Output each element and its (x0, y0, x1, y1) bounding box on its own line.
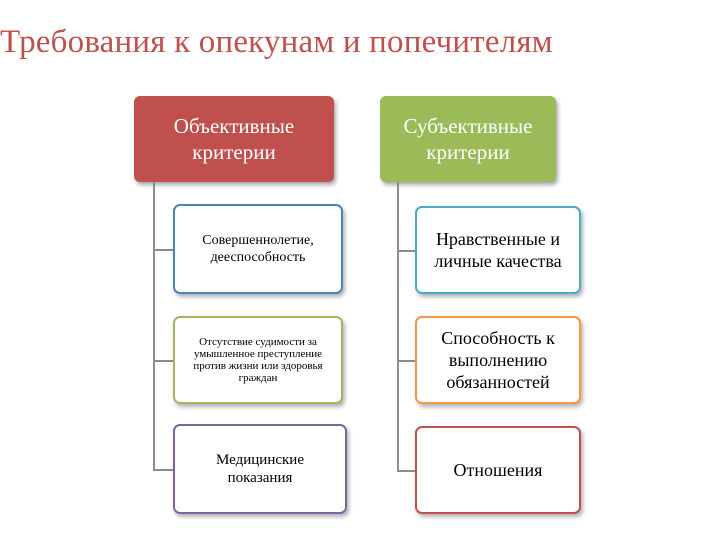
right-connector-vertical (397, 182, 399, 471)
criterion-box-relations (415, 426, 581, 514)
right-connector-branch-2 (397, 360, 415, 362)
page-title: Требования к опекунам и попечителям (0, 24, 553, 60)
criterion-box-moral-qualities (415, 206, 581, 294)
criterion-label: Отсутствие судимости за умышленное преступление против жизни или здоровья граждан (193, 336, 323, 384)
criterion-label: Способность к выполнению обязанностей (441, 328, 555, 392)
subjective-criteria-header (380, 96, 556, 182)
right-connector-branch-3 (397, 470, 415, 472)
criterion-label: Совершеннолетие, дееспособность (202, 233, 314, 265)
criterion-box-ability (415, 316, 581, 404)
criterion-label: Нравственные и личные качества (434, 229, 562, 271)
left-connector-branch-3 (153, 469, 173, 471)
criterion-box-adulthood (173, 204, 343, 294)
criterion-label: Медицинские показания (216, 452, 304, 486)
criterion-box-medical (173, 424, 347, 514)
objective-criteria-header (134, 96, 334, 182)
left-connector-vertical (153, 182, 155, 470)
subjective-criteria-header-label: Субъективные критерии (403, 114, 533, 164)
left-connector-branch-2 (153, 360, 173, 362)
objective-criteria-header-label: Объективные критерии (173, 114, 295, 164)
left-connector-branch-1 (153, 249, 173, 251)
right-connector-branch-1 (397, 250, 415, 252)
criterion-label: Отношения (453, 460, 543, 480)
criterion-box-no-criminal-record (173, 316, 343, 404)
